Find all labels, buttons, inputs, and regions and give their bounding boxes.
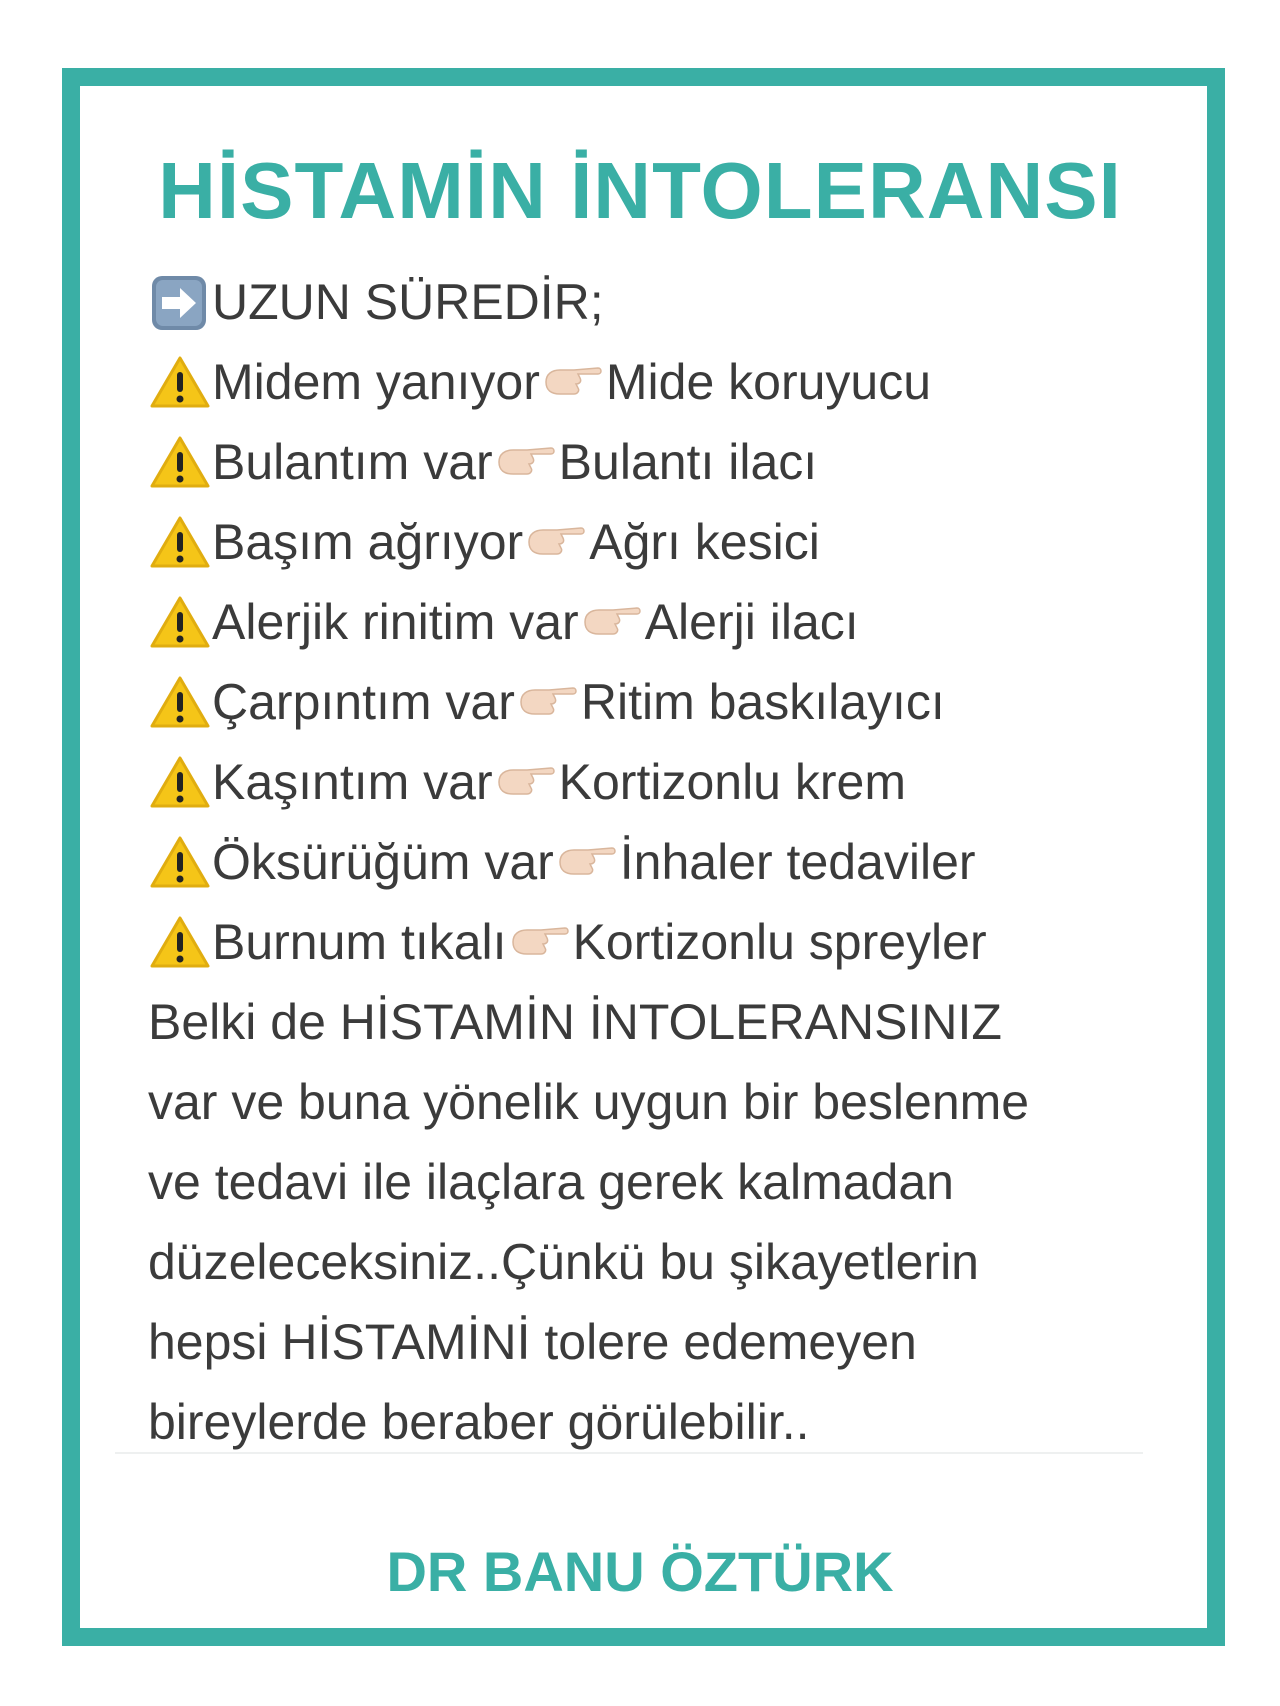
paragraph-line: var ve buna yönelik uygun bir beslenme xyxy=(148,1074,1030,1130)
pointing-hand-icon xyxy=(542,362,604,402)
symptom-item xyxy=(148,342,1148,422)
pointing-hand-icon xyxy=(556,842,618,882)
warning-icon xyxy=(148,592,212,652)
symptom-text: Çarpıntım var xyxy=(212,674,515,730)
symptom-text: Bulantım var xyxy=(212,434,493,490)
heading-line xyxy=(148,262,1148,342)
symptom-item xyxy=(148,662,1148,742)
warning-icon xyxy=(148,832,212,892)
pointing-hand-icon xyxy=(525,522,587,562)
symptom-item xyxy=(148,742,1148,822)
treatment-text: Mide koruyucu xyxy=(605,354,932,410)
treatment-text: İnhaler tedaviler xyxy=(619,834,976,890)
treatment-text: Alerji ilacı xyxy=(644,594,859,650)
symptom-item xyxy=(148,822,1148,902)
symptom-text: Alerjik rinitim var xyxy=(212,594,579,650)
right-arrow-icon xyxy=(148,272,212,332)
pointing-hand-icon xyxy=(495,442,557,482)
pointing-hand-icon xyxy=(495,762,557,802)
separator-line xyxy=(115,1452,1143,1454)
symptom-item xyxy=(148,422,1148,502)
pointing-hand-icon xyxy=(517,682,579,722)
warning-icon xyxy=(148,912,212,972)
symptom-text: Midem yanıyor xyxy=(212,354,540,410)
heading-text: UZUN SÜREDİR; xyxy=(212,274,604,330)
warning-icon xyxy=(148,432,212,492)
treatment-text: Ağrı kesici xyxy=(589,514,820,570)
symptom-item xyxy=(148,502,1148,582)
paragraph-line: Belki de HİSTAMİN İNTOLERANSINIZ xyxy=(148,994,1002,1050)
symptom-text: Kaşıntım var xyxy=(212,754,493,810)
treatment-text: Kortizonlu spreyler xyxy=(572,914,987,970)
paragraph-line: ve tedavi ile ilaçlara gerek kalmadan xyxy=(148,1154,954,1210)
treatment-text: Kortizonlu krem xyxy=(558,754,906,810)
symptom-text: Öksürüğüm var xyxy=(212,834,554,890)
symptom-item xyxy=(148,902,1148,982)
warning-icon xyxy=(148,352,212,412)
paragraph-line: bireylerde beraber görülebilir.. xyxy=(148,1394,810,1450)
content-body xyxy=(148,262,1148,1462)
author-name: DR BANU ÖZTÜRK xyxy=(386,1540,894,1603)
warning-icon xyxy=(148,752,212,812)
warning-icon xyxy=(148,672,212,732)
paragraph-line: hepsi HİSTAMİNİ tolere edemeyen xyxy=(148,1314,917,1370)
symptom-item xyxy=(148,582,1148,662)
pointing-hand-icon xyxy=(509,922,571,962)
warning-icon xyxy=(148,512,212,572)
paragraph-line: düzeleceksiniz..Çünkü bu şikayetlerin xyxy=(148,1234,979,1290)
page-title: HİSTAMİN İNTOLERANSI xyxy=(158,146,1122,235)
symptom-text: Başım ağrıyor xyxy=(212,514,524,570)
treatment-text: Bulantı ilacı xyxy=(558,434,818,490)
treatment-text: Ritim baskılayıcı xyxy=(580,674,945,730)
pointing-hand-icon xyxy=(581,602,643,642)
symptom-text: Burnum tıkalı xyxy=(212,914,507,970)
